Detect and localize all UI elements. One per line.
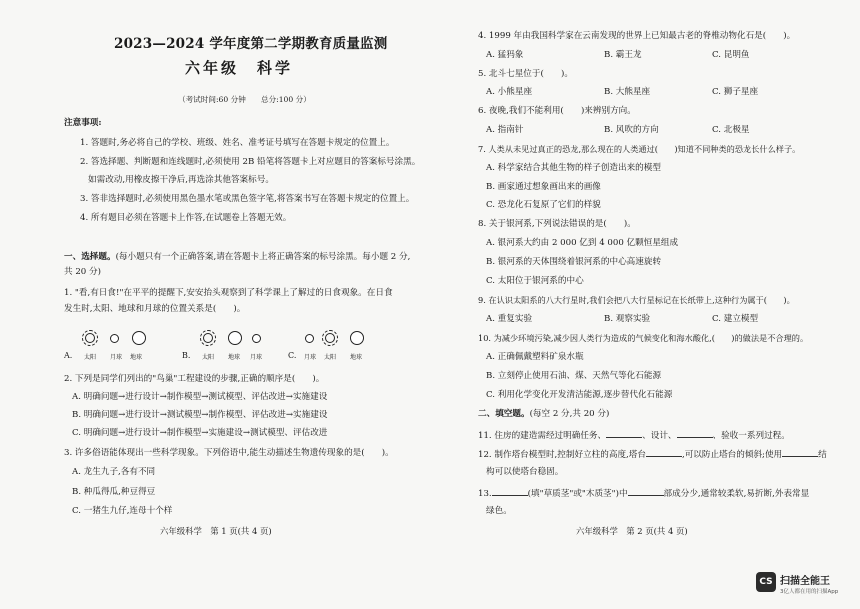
q13-part: (填"草质茎"或"木质茎")中 (527, 489, 628, 499)
q3-text: 3. 许多俗语能体现出一些科学现象。下列俗语中,能生动描述生物遗传现象的是( )。 (64, 448, 394, 458)
section1-heading-line (64, 251, 410, 263)
q7-option: A. 科学家结合其他生物的样子创造出来的模型 (486, 163, 661, 173)
q7-text: 7. 人类从未见过真正的恐龙,那么现在的人类通过( )知道不同种类的恐龙长什么样子。 (478, 144, 801, 154)
option-b-label: B. (182, 351, 191, 360)
q13-part: 部成分少,通常较柔软,易折断,外表常显 (663, 489, 810, 499)
q8-text: 8. 关于银河系,下列说法错误的是( )。 (478, 219, 636, 229)
camscanner-logo-icon: CS (756, 572, 776, 592)
q2-option: C. 明确问题→进行设计→制作模型→实施建设→测试模型、评估改进 (72, 428, 328, 438)
q10-option: A. 正确佩戴塑料矿泉水瓶 (486, 352, 584, 362)
q8-option: B. 银河系的天体围绕着银河系的中心高速旋转 (486, 257, 662, 267)
answer-blank (677, 428, 713, 438)
q12-part: ,可以防止塔台的倾斜;使用 (681, 450, 783, 460)
page-footer: 六年级科学 第 2 页(共 4 页) (576, 526, 688, 536)
earth-label: 地球 (228, 354, 241, 361)
q4-option: B. 霸王龙 (604, 50, 642, 60)
sun-icon (200, 330, 216, 346)
q12-part: 结 (818, 450, 827, 460)
q1-text: 发生时,太阳、地球和月球的位置关系是( )。 (64, 304, 246, 314)
option-a-label: A. (64, 351, 73, 360)
q2-option: A. 明确问题→进行设计→制作模型→测试模型、评估改进→实施建设 (72, 392, 328, 402)
q13-part: 13. (478, 489, 492, 499)
notice-item: 4. 所有题目必须在答题卡上作答,在试题卷上答题无效。 (80, 213, 292, 223)
earth-icon (350, 331, 364, 345)
q7-option: C. 恐龙化石复原了它们的样貌 (486, 200, 601, 210)
q2-option: B. 明确问题→进行设计→测试模型→制作模型、评估改进→实施建设 (72, 410, 328, 420)
sun-label: 太阳 (324, 354, 337, 361)
section2-heading-line (478, 408, 609, 420)
earth-icon (132, 331, 146, 345)
q3-option: A. 龙生九子,各有不同 (72, 467, 156, 477)
q5-option: B. 大熊星座 (604, 87, 651, 97)
moon-label: 月球 (250, 354, 263, 361)
moon-icon (110, 334, 119, 343)
q6-option: A. 指南针 (486, 125, 524, 135)
notice-item: 2. 答选择题、判断题和连线题时,必须使用 2B 铅笔将答题卡上对应题目的答案标号涂黑。 (80, 157, 421, 167)
q9-option: A. 重复实验 (486, 314, 533, 324)
notice-item: 3. 答非选择题时,必须使用黑色墨水笔或黑色签字笔,将答案书写在答题卡规定的位置上。 (80, 194, 415, 204)
watermark-name: 扫描全能王 (780, 576, 830, 587)
moon-label: 月球 (110, 354, 123, 361)
q11-text (478, 428, 790, 442)
section2-heading: 二、填空题。 (478, 409, 530, 419)
page-1 (60, 0, 421, 609)
q6-text: 6. 夜晚,我们不能利用( )来辨别方向。 (478, 106, 636, 116)
section2-desc: (每空 2 分,共 20 分) (529, 409, 610, 419)
q11-part: 11. 住房的建造需经过明确任务、 (478, 431, 607, 441)
moon-icon (305, 334, 314, 343)
moon-icon (252, 334, 261, 343)
sun-label: 太阳 (84, 354, 97, 361)
q12-text (478, 447, 827, 461)
q6-option: C. 北极星 (712, 125, 750, 135)
section1-desc-cont: 共 20 分) (64, 267, 101, 277)
q4-option: C. 昆明鱼 (712, 50, 750, 60)
q11-part: 、设计、 (642, 431, 677, 441)
q10-option: C. 利用化学变化开发清洁能源,逐步替代化石能源 (486, 390, 673, 400)
option-c-label: C. (288, 351, 297, 360)
page-2 (478, 0, 828, 609)
answer-blank (782, 447, 818, 457)
q8-option: C. 太阳位于银河系的中心 (486, 276, 584, 286)
exam-info: （考试时间:60 分钟 总分:100 分） (178, 95, 311, 104)
moon-label: 月球 (304, 354, 317, 361)
q3-option: B. 种瓜得瓜,种豆得豆 (72, 487, 156, 497)
q12-text-cont: 构可以使塔台稳固。 (486, 467, 564, 477)
watermark-tagline: 3亿人都在用的扫描App (780, 589, 839, 595)
q9-option: B. 观察实验 (604, 314, 651, 324)
q3-option: C. 一猪生九仔,连母十个样 (72, 506, 173, 516)
q10-option: B. 立刻停止使用石油、煤、天然气等化石能源 (486, 371, 662, 381)
page-footer: 六年级科学 第 1 页(共 4 页) (160, 526, 272, 536)
q5-option: C. 狮子星座 (712, 87, 759, 97)
q10-text: 10. 为减少环境污染,减少因人类行为造成的气候变化和海水酸化,( )的做法是不合理的。 (478, 333, 809, 343)
earth-label: 地球 (350, 354, 363, 361)
notice-item: 如需改动,用橡皮擦干净后,再选涂其他答案标号。 (88, 175, 274, 185)
q2-text: 2. 下列是同学们列出的"鸟巢"工程建设的步骤,正确的顺序是( )。 (64, 374, 325, 384)
answer-blank (492, 486, 528, 496)
q13-text (478, 486, 809, 500)
q8-option: A. 银河系大约由 2 000 亿到 4 000 亿颗恒星组成 (486, 238, 679, 248)
earth-icon (228, 331, 242, 345)
q1-diagram (60, 324, 418, 362)
q9-option: C. 建立模型 (712, 314, 759, 324)
section1-heading: 一、选择题。 (64, 252, 116, 262)
sun-label: 太阳 (202, 354, 215, 361)
sun-icon (322, 330, 338, 346)
q1-text: 1. "看,有日食!"在平平的提醒下,安安抬头观察到了科学课上了解过的日食观象。在日食 (64, 288, 393, 298)
q4-option: A. 猛犸象 (486, 50, 524, 60)
q5-option: A. 小熊星座 (486, 87, 533, 97)
exam-subtitle: 六年级 科学 (185, 59, 294, 77)
q4-text: 4. 1999 年由我国科学家在云南发现的世界上已知最古老的脊椎动物化石是( )。 (478, 31, 796, 41)
notice-heading: 注意事项: (64, 118, 102, 128)
answer-blank (646, 447, 682, 457)
answer-blank (606, 428, 642, 438)
q7-option: B. 画家通过想象画出来的画像 (486, 182, 601, 192)
exam-title: 2023—2024 学年度第二学期教育质量监测 (114, 36, 388, 52)
q6-option: B. 风吹的方向 (604, 125, 659, 135)
q9-text: 9. 在认识太阳系的八大行星时,我们会把八大行星标记在长纸带上,这种行为属于( )。 (478, 295, 795, 305)
q5-text: 5. 北斗七星位于( )。 (478, 69, 573, 79)
answer-blank (628, 486, 664, 496)
earth-label: 地球 (130, 354, 143, 361)
q12-part: 12. 制作塔台模型时,控制好立柱的高度,塔台 (478, 450, 646, 460)
q13-text-cont: 绿色。 (486, 506, 512, 516)
notice-item: 1. 答题时,务必将自己的学校、班级、姓名、准考证号填写在答题卡规定的位置上。 (80, 138, 395, 148)
sun-icon (82, 330, 98, 346)
q11-part: 、验收一系列过程。 (712, 431, 790, 441)
section1-desc: (每小题只有一个正确答案,请在答题卡上将正确答案的标号涂黑。每小题 2 分, (115, 252, 411, 262)
